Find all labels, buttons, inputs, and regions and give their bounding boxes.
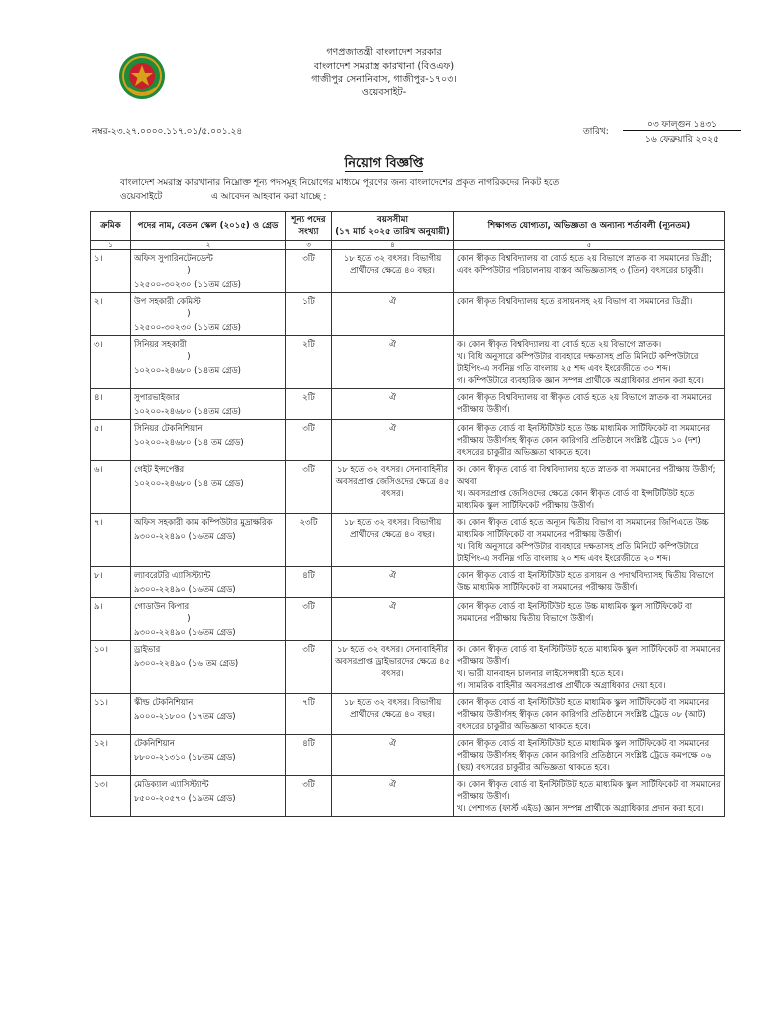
serial-cell: ১২। [91,735,131,776]
table-row [91,598,725,641]
qualification-cell: কোন স্বীকৃত বিশ্ববিদ্যালয় বা বোর্ড হতে ২য় বিভাগে স্নাতক বা সমমানের ডিগ্রী; এবং কম্পিউটার পরিচালনায় বাস্তব অভিজ্ঞতাসহ ৩ (তিন) বৎসরের চাকুরী। [454,250,725,293]
pay-scale: ৯৩০০-২২৪৯০ (১৬ তম গ্রেড) [134,658,239,668]
index-cell: ৪ [332,241,454,250]
post-cell [131,598,286,641]
table-row [91,250,725,293]
serial-cell: ৭। [91,514,131,567]
post-cell [131,735,286,776]
qualification-cell: কোন স্বীকৃত বিশ্ববিদ্যালয় বা স্বীকৃত বোর্ড হতে ২য় বিভাগে স্নাতক বা সমমানের পরীক্ষায় উত্তীর্ণ। [454,389,725,420]
post-cell [131,293,286,336]
post-name: গোডাউন কিপার ) [134,601,191,623]
post-name: সিনিয়র টেকনিশিয়ান [134,423,203,433]
table-row [91,735,725,776]
count-cell: ৩টি [286,461,332,514]
count-cell: ২টি [286,336,332,389]
age-cell: ঐ [332,389,454,420]
pay-scale: ১২৫০০-৩০২৩০ (১১তম গ্রেড) [134,322,241,332]
post-cell [131,420,286,461]
th-qualification: শিক্ষাগত যোগ্যতা, অভিজ্ঞতা ও অন্যান্য শর্তাবলী (ন্যূনতম) [454,212,725,241]
count-cell: ২টি [286,389,332,420]
pay-scale: ১০২০০-২৪৬৮০ (১৪ তম গ্রেড) [134,478,244,488]
notice-title [0,154,768,175]
index-cell: ৫ [454,241,725,250]
th-age: বয়সসীমা (১৭ মার্চ ২০২৫ তারিখ অনুযায়ী) [332,212,454,241]
intro-line-1: বাংলাদেশ সমরাস্ত্র কারখানার নিম্নোক্ত শূন্য পদসমূহ নিয়োগের মাধ্যমে পূরণের জন্য বাংলাদেশের প্রকৃত নাগরিকদের নিকট হতে [120,178,560,188]
qualification-cell: ক। কোন স্বীকৃত বোর্ড বা বিশ্ববিদ্যালয় হতে স্নাতক বা সমমানের পরীক্ষায় উত্তীর্ণ; অথবা খ। অবসরপ্রাপ্ত জেসিওদের ক্ষেত্রে কোন স্বীকৃত বোর্ড বা ইন্সটিটিউট হতে মাধ্যমিক স্কুল সার্টিফিকেট পরীক্ষায় উত্তীর্ণ। [454,461,725,514]
pay-scale: ৯০০০-২১৮০০ (১৭তম গ্রেড) [134,711,236,721]
table-row [91,461,725,514]
count-cell: ২৩টি [286,514,332,567]
post-cell [131,250,286,293]
qualification-cell: ক। কোন স্বীকৃত বোর্ড হতে অন্যূন দ্বিতীয় বিভাগ বা সমমানের জিপিএতে উচ্চ মাধ্যমিক সার্টিফিকেট বা সমমানের পরীক্ষায় উত্তীর্ণ। খ। বিধি অনুসারে কম্পিউটার ব্যবহারে দক্ষতাসহ প্রতি মিনিটে কম্পিউটারে টাইপিং-এ সর্বনিম্ন গতি বাংলায় ২০ শব্দ এবং ইংরেজীতে ২০ শব্দ। [454,514,725,567]
qualification-cell: কোন স্বীকৃত বোর্ড বা ইনস্টিটিউট হতে রসায়ন ও পদার্থবিদ্যাসহ দ্বিতীয় বিভাগে উচ্চ মাধ্যমিক সার্টিফিকেট বা সমমানের পরীক্ষায় উত্তীর্ণ। [454,567,725,598]
pay-scale: ৯৩০০-২২৪৯০ (১৬তম গ্রেড) [134,584,236,594]
serial-cell: ১১। [91,694,131,735]
serial-cell: ১০। [91,641,131,694]
header-address: গাজীপুর সেনানিবাস, গাজীপুর-১৭০৩। [311,74,457,85]
table-row [91,336,725,389]
table-row [91,420,725,461]
notice-title-text: নিয়োগ বিজ্ঞপ্তি [344,156,424,171]
post-name: অফিস সহকারী কাম কম্পিউটার মুদ্রাক্ষরিক [134,517,273,527]
table-row [91,567,725,598]
pay-scale: ১০২০০-২৪৬৮০ (১৪তম গ্রেড) [134,406,241,416]
date-label: তারিখ: [583,127,609,137]
table-row [91,389,725,420]
serial-cell: ৩। [91,336,131,389]
count-cell: ৩টি [286,776,332,817]
age-cell: ১৮ হতে ৩২ বৎসর। বিভাগীয় প্রার্থীদের ক্ষেত্রে ৪০ বছর। [332,514,454,567]
serial-cell: ৯। [91,598,131,641]
pay-scale: ১০২০০-২৪৬৮০ (১৪ তম গ্রেড) [134,437,244,447]
age-cell: ঐ [332,567,454,598]
header-govt: গণপ্রজাতন্ত্রী বাংলাদেশ সরকার [326,47,442,58]
post-cell [131,567,286,598]
intro-paragraph [120,176,720,204]
age-cell: ১৮ হতে ৩২ বৎসর। বিভাগীয় প্রার্থীদের ক্ষেত্রে ৪০ বছর। [332,250,454,293]
qualification-cell: কোন স্বীকৃত বোর্ড বা ইনস্টিটিউট হতে উচ্চ মাধ্যমিক সার্টিফিকেট বা সমমানের পরীক্ষায় উত্তীর্ণসহ স্বীকৃত কোন কারিগরি প্রতিষ্ঠানে সংশ্লিষ্ট ট্রেডে ১০ (দশ) বৎসরের চাকুরীর অভিজ্ঞতা থাকতে হবে। [454,420,725,461]
index-cell: ২ [131,241,286,250]
post-cell [131,694,286,735]
post-cell [131,389,286,420]
date-english: ১৬ ফেব্রুয়ারি ২০২৫ [645,135,719,145]
count-cell: ৭টি [286,694,332,735]
pay-scale: ৮৮০০-২১৩১০ (১৮তম গ্রেড) [134,752,236,762]
serial-cell: ১৩। [91,776,131,817]
qualification-cell: কোন স্বীকৃত বোর্ড বা ইনস্টিটিউট হতে মাধ্যমিক স্কুল সার্টিফিকেট বা সমমানের পরীক্ষায় উত্তীর্ণসহ স্বীকৃত কোন কারিগরি প্রতিষ্ঠানে সংশ্লিষ্ট ট্রেডে কমপক্ষে ০৬ (ছয়) বৎসরের চাকুরীর অভিজ্ঞতা থাকতে হবে। [454,735,725,776]
header-website: ওয়েবসাইট- [361,87,407,98]
serial-cell: ৮। [91,567,131,598]
th-post: পদের নাম, বেতন স্কেল (২০১৫) ও গ্রেড [131,212,286,241]
qualification-cell: কোন স্বীকৃত বোর্ড বা ইনস্টিটিউট হতে উচ্চ মাধ্যমিক স্কুল সার্টিফিকেট বা সমমানের পরীক্ষায় দ্বিতীয় বিভাগে উত্তীর্ণ। [454,598,725,641]
count-cell: ৩টি [286,250,332,293]
age-cell: ঐ [332,735,454,776]
post-cell [131,776,286,817]
post-name: উপ সহকারী কেমিস্ট ) [134,296,201,318]
serial-cell: ৫। [91,420,131,461]
post-name: ড্রাইভার [134,644,161,654]
post-name: মেডিক্যাল এ্যাসিস্ট্যান্ট [134,779,209,789]
serial-cell: ৬। [91,461,131,514]
th-serial: ক্রমিক [91,212,131,241]
post-name: স্কীল্ড টেকনিশিয়ান [134,697,194,707]
age-cell: ১৮ হতে ৩২ বৎসর। সেনাবাহিনীর অবসরপ্রাপ্ত ড্রাইভারদের ক্ষেত্রে ৪৫ বৎসর। [332,641,454,694]
post-cell [131,461,286,514]
count-cell: ৪টি [286,567,332,598]
post-name: ল্যাবরেটরি এ্যাসিস্ট্যান্ট [134,570,211,580]
pay-scale: ৮৫০০-২০৫৭০ (১৯তম গ্রেড) [134,793,236,803]
post-name: সুপারভাইজার [134,392,180,402]
post-cell [131,641,286,694]
th-count: শূন্য পদের সংখ্যা [286,212,332,241]
vacancy-table [90,211,725,817]
date-divider [623,130,741,131]
qualification-cell: ক। কোন স্বীকৃত বোর্ড বা ইনস্টিটিউট হতে মাধ্যমিক স্কুল সার্টিফিকেট বা সমমানের পরীক্ষায় উত্তীর্ণ। খ। পেশাগত (ফার্স্ট এইড) জ্ঞান সম্পন্ন প্রার্থীকে অগ্রাধিকার প্রদান করা হবে। [454,776,725,817]
age-cell: ১৮ হতে ৩২ বৎসর। সেনাবাহিনীর অবসরপ্রাপ্ত জেসিওদের ক্ষেত্রে ৪৫ বৎসর। [332,461,454,514]
post-name: টেকনিশিয়ান [134,738,175,748]
count-cell: ৩টি [286,420,332,461]
serial-cell: ৪। [91,389,131,420]
age-cell: ১৮ হতে ৩২ বৎসর। বিভাগীয় প্রার্থীদের ক্ষেত্রে ৪০ বছর। [332,694,454,735]
pay-scale: ১০২০০-২৪৬৮০ (১৪তম গ্রেড) [134,365,241,375]
age-cell: ঐ [332,776,454,817]
table-header-row [91,212,725,241]
table-index-row [91,241,725,250]
qualification-cell: ক। কোন স্বীকৃত বোর্ড বা ইনস্টিটিউট হতে মাধ্যমিক স্কুল সার্টিফিকেট বা সমমানের পরীক্ষায় উত্তীর্ণ। খ। ভারী যানবাহন চালনার লাইসেন্সধারী হতে হবে। গ। সামরিক বাহিনীর অবসরপ্রাপ্ত প্রার্থীকে অগ্রাধিকার দেয়া হবে। [454,641,725,694]
table-row [91,514,725,567]
qualification-cell: কোন স্বীকৃত বিশ্ববিদ্যালয় হতে রসায়নসহ ২য় বিভাগ বা সমমানের ডিগ্রী। [454,293,725,336]
post-name: গেইট ইন্সপেক্টর [134,464,185,474]
pay-scale: ১২৫০০-৩০২৩০ (১১তম গ্রেড) [134,279,241,289]
table-row [91,776,725,817]
age-cell: ঐ [332,336,454,389]
pay-scale: ৯৩০০-২২৪৯০ (১৬তম গ্রেড) [134,531,236,541]
serial-cell: ১। [91,250,131,293]
post-cell [131,336,286,389]
header-org: বাংলাদেশ সমরাস্ত্র কারখানা (বিওএফ) [313,61,455,72]
post-name: অফিস সুপারিনটেনডেন্ট ) [134,253,213,275]
qualification-cell: ক। কোন স্বীকৃত বিশ্ববিদ্যালয় বা বোর্ড হতে ২য় বিভাগে স্নাতক। খ। বিধি অনুসারে কম্পিউটার ব্যবহারে দক্ষতাসহ প্রতি মিনিটে কম্পিউটারে টাইপিং-এ সর্বনিম্ন গতি বাংলায় ২৫ শব্দ এবং ইংরেজীতে ৩০ শব্দ। গ। কম্পিউটারে ব্যবহারিক জ্ঞান সম্পন্ন প্রার্থীকে অগ্রাধিকার প্রদান করা হবে। [454,336,725,389]
qualification-cell: কোন স্বীকৃত বোর্ড বা ইনস্টিটিউট হতে মাধ্যমিক স্কুল সার্টিফিকেট বা সমমানের পরীক্ষায় উত্তীর্ণসহ স্বীকৃত কোন কারিগরি প্রতিষ্ঠানে সংশ্লিষ্ট ট্রেডে ০৮ (আট) বৎসরের চাকুরীর অভিজ্ঞতা থাকতে হবে। [454,694,725,735]
table-row [91,641,725,694]
count-cell: ৪টি [286,735,332,776]
post-name: সিনিয়র সহকারী ) [134,339,191,361]
age-cell: ঐ [332,598,454,641]
table-row [91,293,725,336]
serial-cell: ২। [91,293,131,336]
age-cell: ঐ [332,293,454,336]
index-cell: ৩ [286,241,332,250]
index-cell: ১ [91,241,131,250]
date-bangla: ০৩ ফাল্গুন ১৪৩১ [646,120,718,130]
count-cell: ৩টি [286,641,332,694]
pay-scale: ৯৩০০-২২৪৯০ (১৬তম গ্রেড) [134,627,236,637]
age-cell: ঐ [332,420,454,461]
intro-line-2: ওয়েবসাইটে এ আবেদন আহবান করা যাচ্ছে : [120,192,327,202]
post-cell [131,514,286,567]
memo-number: নম্বর-২৩.২৭.০০০০.১১৭.০১/৫.০০১.২৪ [92,127,243,137]
count-cell: ১টি [286,293,332,336]
table-row [91,694,725,735]
count-cell: ৩টি [286,598,332,641]
